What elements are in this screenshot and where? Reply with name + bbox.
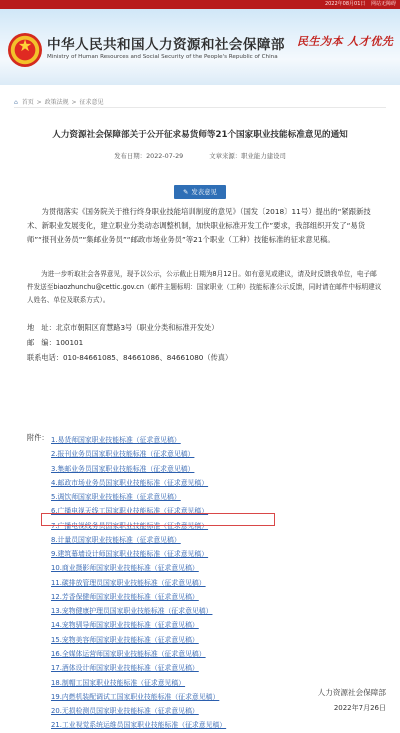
house-icon: ⌂ — [14, 99, 18, 106]
list-item — [51, 647, 226, 661]
attachment-link[interactable]: 2.报刊业务员国家职业技能标准（征求意见稿） — [51, 450, 195, 459]
list-item — [51, 661, 226, 675]
national-emblem-icon: ★ — [8, 33, 42, 67]
attachment-link[interactable]: 1.易货师国家职业技能标准（征求意见稿） — [51, 436, 181, 444]
attachment-link[interactable]: 7.广播电视线务员国家职业技能标准（征求意见稿） — [51, 521, 209, 530]
site-name-cn: 中华人民共和国人力资源和社会保障部 — [47, 37, 285, 53]
source-label: 文章来源： — [209, 152, 242, 160]
attachment-link[interactable]: 9.建筑幕墙设计师国家职业技能标准（征求意见稿） — [51, 550, 209, 559]
attachment-link[interactable]: 20.无损检测员国家职业技能标准（征求意见稿） — [51, 707, 199, 716]
site-name-en: Ministry of Human Resources and Social Security of the People's Republic of China — [47, 54, 278, 60]
list-item — [51, 676, 226, 690]
breadcrumb-consultation[interactable]: 征求意见 — [79, 99, 104, 106]
attachment-link[interactable]: 5.调饮师国家职业技能标准（征求意见稿） — [51, 493, 181, 502]
breadcrumb-policy[interactable]: 政策法规 — [44, 99, 69, 106]
attachment-link[interactable]: 14.宠物驯导师国家职业技能标准（征求意见稿） — [51, 621, 199, 630]
attachment-link[interactable]: 4.邮政市场业务员国家职业技能标准（征求意见稿） — [51, 478, 209, 487]
attachment-link[interactable]: 18.制帽工国家职业技能标准（征求意见稿） — [51, 678, 186, 687]
paragraph-intro: 为贯彻落实《国务院关于推行终身职业技能培训制度的意见》（国发〔2018〕11号）提出的“紧跟新技术、新职业发展变化，建立职业分类动态调整机制，加快职业标准开发工作”要求，我部组织开发了“易货师”“报刊业务员”“集邮业务员”“邮政市场业务员”等21个职业（工种）技能标准的征求意见稿。 — [27, 207, 371, 244]
signature-date: 2022年7月26日 — [333, 704, 386, 712]
contact-phone: 联系电话：010-84661085、84661086、84661080（传真） — [27, 353, 233, 362]
list-item — [51, 433, 226, 447]
article-source: 职业能力建设司 — [241, 152, 286, 160]
attachment-link[interactable]: 21.工业视觉系统运维员国家职业技能标准（征求意见稿） — [51, 721, 227, 730]
attachment-link[interactable]: 12.芳香保健师国家职业技能标准（征求意见稿） — [51, 592, 199, 601]
attachment-list — [51, 433, 226, 733]
attachment-link[interactable]: 19.内燃机装配调试工国家职业技能标准（征求意见稿） — [51, 692, 220, 701]
top-bar — [0, 0, 400, 9]
attachment-link[interactable]: 10.商业摄影师国家职业技能标准（征求意见稿） — [51, 564, 199, 573]
list-item — [51, 561, 226, 575]
list-item — [51, 547, 226, 561]
list-item — [51, 576, 226, 590]
attachment-link[interactable]: 8.计量员国家职业技能标准（征求意见稿） — [51, 535, 181, 544]
list-item — [51, 633, 226, 647]
site-motto: 民生为本 人才优先 — [297, 35, 394, 48]
attachment-link[interactable]: 15.宠物美容师国家职业技能标准（征求意见稿） — [51, 635, 199, 644]
attachment-link[interactable]: 6.广播电视天线工国家职业技能标准（征求意见稿） — [51, 507, 209, 516]
list-item — [51, 447, 226, 461]
feedback-button-label: 发表意见 — [191, 188, 217, 196]
pen-icon: ✎ — [183, 188, 189, 196]
article-meta — [0, 151, 400, 160]
publish-date: 2022-07-29 — [146, 152, 184, 160]
attachment-link[interactable]: 13.宠物健康护理员国家职业技能标准（征求意见稿） — [51, 607, 213, 616]
paragraph-feedback: 为进一步听取社会各界意见，现予以公示，公示截止日期为8月12日。如有意见或建议，请及时反馈我单位，电子邮件发送至biaozhunchu@cettic.gov.cn（邮件主题标明：国家职业（工种）技能标准公示反馈，同时请在邮件中标明建议人姓名、单位及联系方式）。 — [27, 270, 382, 304]
list-item — [51, 590, 226, 604]
feedback-button[interactable] — [174, 185, 226, 199]
highlight-box — [41, 513, 275, 526]
breadcrumb-home[interactable]: 首页 — [21, 99, 34, 106]
breadcrumb — [14, 97, 103, 106]
contact-postcode: 邮 编：100101 — [27, 338, 84, 347]
attachment-link[interactable]: 16.全媒体运营师国家职业技能标准（征求意见稿） — [51, 649, 206, 658]
accessibility-link[interactable]: 网站无障碍 — [370, 1, 396, 7]
list-item — [51, 618, 226, 632]
header-banner — [0, 0, 400, 85]
page-title: 人力资源社会保障部关于公开征求易货师等21个国家职业技能标准意见的通知 — [52, 130, 348, 140]
list-item — [51, 490, 226, 504]
list-item — [51, 604, 226, 618]
list-item — [51, 476, 226, 490]
attachment-link[interactable]: 3.集邮业务员国家职业技能标准（征求意见稿） — [51, 464, 195, 473]
contact-address: 地 址：北京市朝阳区育慧路3号（职业分类和标准开发处） — [27, 323, 219, 332]
top-date: 2022年08月01日 — [324, 1, 366, 7]
list-item — [51, 704, 226, 718]
attachments-label: 附件： — [27, 433, 49, 442]
signature: 人力资源社会保障部 — [317, 688, 386, 697]
attachment-link[interactable]: 17.酒体设计师国家职业技能标准（征求意见稿） — [51, 664, 199, 673]
divider — [14, 107, 386, 108]
publish-label: 发布日期： — [114, 152, 147, 160]
list-item — [51, 462, 226, 476]
list-item — [51, 690, 226, 704]
list-item — [51, 718, 226, 732]
breadcrumb-separator: > — [69, 99, 79, 106]
breadcrumb-separator: > — [34, 99, 44, 106]
attachment-link[interactable]: 11.碳排放管理员国家职业技能标准（征求意见稿） — [51, 578, 206, 587]
list-item — [51, 533, 226, 547]
